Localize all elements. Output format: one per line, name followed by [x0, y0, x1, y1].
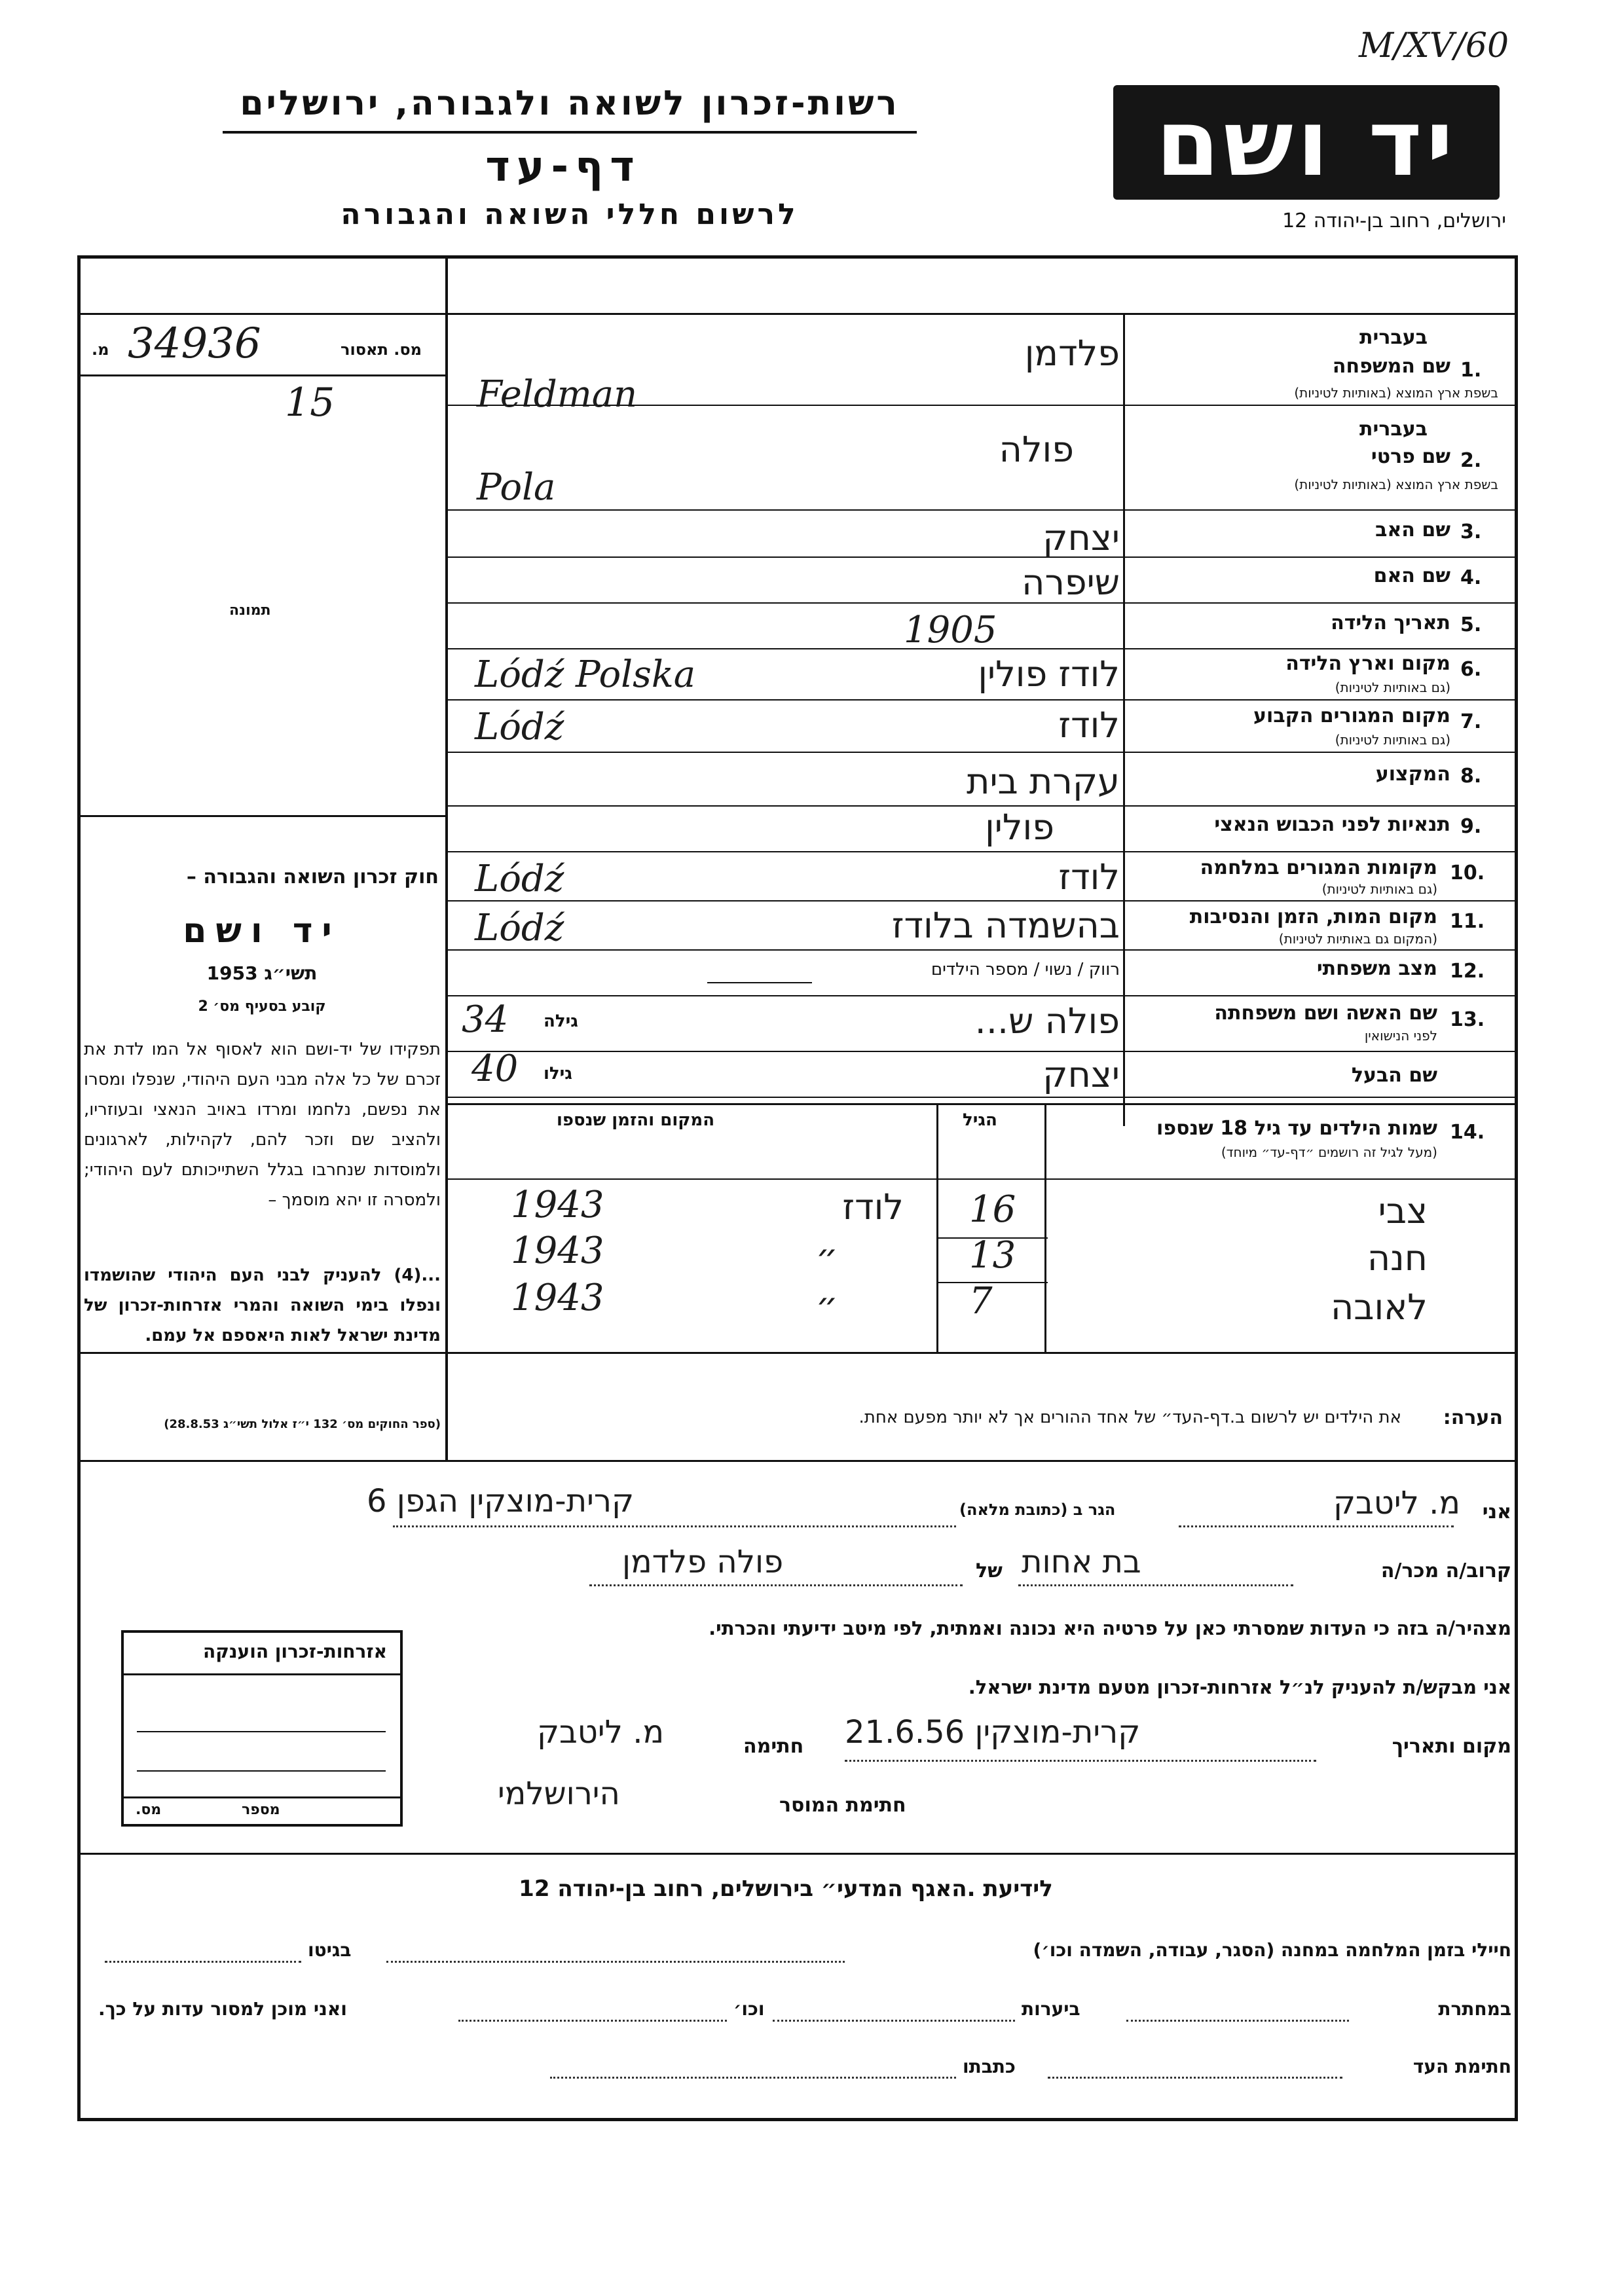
law-section: קובע בסעיף מס׳ 2	[198, 998, 326, 1015]
declaration-resides-value: קרית-מוצקין הגפן 6	[367, 1483, 635, 1520]
footer-heading: לידיעת .האגף המדעי״ בירושלים, רחוב בן-יהודה 12	[519, 1876, 1053, 1902]
field-4-value: שיפרה	[1022, 562, 1120, 603]
field-9-label: תנאיות לפני הכבוש הנאצי	[1214, 813, 1450, 836]
field-2-sub: בשפת ארץ המוצא (באותיות לטיניות)	[1294, 477, 1498, 492]
row-sep	[445, 995, 1518, 996]
field-9-number: 9.	[1460, 815, 1482, 838]
footer-line1-label: חיילי בזמן המלחמה במחנה (הסגר, עבודה, השמדה וכו׳)	[1033, 1939, 1511, 1961]
field-11-label: מקום המות, הזמן והנסיבות	[1189, 905, 1437, 928]
field-7-number: 7.	[1460, 710, 1482, 733]
address: ירושלים, רחוב בן-יהודה 12	[1282, 210, 1506, 232]
footer-line2-fill1	[1126, 2020, 1349, 2022]
row-sep	[445, 752, 1518, 753]
field-husband-age: 40	[471, 1048, 519, 1090]
file-number-value: 34936	[128, 319, 261, 368]
children-sub: (מעל לגיל זה רושמים ״דף-עד״ מיוחד)	[1221, 1144, 1437, 1160]
field-12-fill-line	[707, 982, 812, 983]
field-7-heb-value: לודז	[1058, 704, 1120, 746]
field-1-heb-value: פלדמן	[1024, 333, 1120, 374]
note-bottom-line	[77, 1460, 1518, 1462]
declaration-of-label: של	[976, 1559, 1003, 1582]
field-11-number: 11.	[1450, 910, 1485, 933]
children-col-age: הגיל	[963, 1110, 997, 1130]
child-name: לאובה	[1331, 1286, 1428, 1328]
field-10-sub: (גם באותיות לטיניות)	[1321, 881, 1437, 897]
photo-area	[82, 380, 442, 812]
child-place: לודז	[842, 1186, 904, 1228]
children-col-place: המקום והזמן שנספו	[557, 1110, 715, 1130]
declaration-relation-line	[1018, 1584, 1293, 1586]
footer-line3-fill2	[550, 2077, 956, 2079]
field-13-sub: לפני הנישואין	[1364, 1028, 1437, 1044]
child-year: 1943	[511, 1277, 604, 1319]
child-place: ״	[815, 1236, 838, 1277]
footer-line2-label: במחתרת	[1438, 1998, 1511, 2020]
declaration-resides-line	[393, 1525, 956, 1527]
row-sep	[445, 556, 1518, 558]
note-label: הערה:	[1443, 1406, 1503, 1429]
footer-line3-mid: כתבתו	[963, 2056, 1016, 2077]
children-col-age-left	[936, 1103, 938, 1352]
declaration-official-label: חתימת המוסר	[779, 1794, 906, 1817]
field-husband-label: שם הבעל	[1351, 1064, 1437, 1087]
form-subtitle: לרשום חללי השואה והגבורה	[341, 198, 799, 231]
footer-line2-end: ואני מוכן למסור עדות על כך.	[98, 1998, 347, 2020]
row-sep	[445, 949, 1518, 951]
field-13-age-label: גילה	[544, 1011, 578, 1031]
field-8-value: עקרת בית	[966, 761, 1120, 802]
logo	[1113, 85, 1500, 200]
field-5-number: 5.	[1460, 613, 1482, 636]
child-name: צבי	[1378, 1190, 1428, 1231]
declaration-signature-value: מ. ליטבק	[537, 1714, 665, 1751]
file-number-line	[77, 374, 445, 376]
row-sep	[445, 509, 1123, 511]
field-1-latin-value: Feldman	[477, 373, 638, 416]
law-year: תשי״ג 1953	[206, 962, 318, 984]
frame-inner-line	[77, 313, 1518, 315]
field-3-label: שם האב	[1375, 519, 1450, 541]
law-title: חוק זכרון השואה והגבורה –	[186, 866, 439, 888]
field-11-heb-value: בהשמדה בלודז	[891, 905, 1120, 946]
footer-line2-mid1: ביערות	[1022, 1998, 1080, 2020]
field-13-value: פולה ש...	[974, 1000, 1120, 1042]
label-column-divider	[1123, 314, 1125, 1126]
row-sep	[445, 602, 1518, 604]
stamp-box-number-line	[124, 1796, 400, 1798]
law-text: תפקידו של יד-ושם הוא לאסוף אל המו לדת את זכרם של כל אלה מבני העם היהודי, שנפלו ומסרו את נפשם, נלחמו ומרדו באויב הנאצי ובעוזריו, ולהציב שם וזכר להם, לקהילות, לארגונים ולמוסדות שנחרבו בגלל השתייכותם לעם היהודי; ולמסרה זו יהא מוסמך –	[84, 1040, 441, 1210]
field-13-age: 34	[462, 998, 509, 1041]
declaration-relation-value: בת אחות	[1022, 1544, 1141, 1580]
field-1-sub: בשפת ארץ המוצא (באותיות לטיניות)	[1294, 385, 1498, 401]
field-2-hint: בעברית	[1359, 418, 1428, 441]
stamp-box-number-label: מספר	[242, 1802, 280, 1818]
law-name: יד ושם	[183, 911, 341, 951]
form-title: דף-עד	[485, 143, 641, 191]
field-8-number: 8.	[1460, 765, 1482, 788]
logo-text: יד ושם	[1156, 90, 1457, 197]
field-12-number: 12.	[1450, 960, 1485, 983]
row-sep	[445, 1097, 1518, 1098]
side-column-divider	[445, 255, 448, 1460]
field-1-hint: בעברית	[1359, 326, 1428, 349]
field-10-number: 10.	[1450, 862, 1485, 884]
field-6-heb-value: לודז פולין	[978, 653, 1120, 695]
children-table-top	[445, 1103, 1518, 1105]
field-1-number: 1.	[1460, 359, 1482, 382]
declaration-resides-label: הגר ב (כתובת מלאה)	[959, 1501, 1116, 1519]
stamp-box-title: אזרחות-זכרון הוענקה	[203, 1641, 387, 1662]
field-9-value: פולין	[985, 807, 1054, 848]
field-13-label: שם האשה ושם משפחתה	[1214, 1002, 1437, 1025]
row-sep	[445, 1051, 1518, 1052]
child-year: 1943	[511, 1230, 604, 1272]
field-2-number: 2.	[1460, 449, 1482, 472]
field-6-label: מקום וארץ הלידה	[1285, 652, 1450, 675]
row-sep	[445, 851, 1518, 852]
field-5-label: תאריך הלידה	[1331, 611, 1450, 634]
children-number: 14.	[1450, 1121, 1485, 1144]
field-3-value: יצחק	[1043, 517, 1120, 558]
row-sep	[445, 699, 1518, 701]
field-7-sub: (גם באותיות לטיניות)	[1335, 732, 1450, 748]
field-10-latin-value: Lódź	[475, 858, 564, 900]
child-age: 16	[969, 1188, 1016, 1231]
row-sep	[1123, 509, 1518, 511]
field-5-value: 1905	[904, 609, 997, 651]
citizenship-stamp-box	[121, 1630, 403, 1827]
footer-line1-end: בגיטו	[308, 1939, 352, 1961]
field-2-label: שם פרטי	[1371, 445, 1450, 468]
footer-line1-end-fill	[105, 1961, 301, 1963]
photo-bottom-line	[77, 815, 445, 817]
children-header-bottom	[445, 1178, 1518, 1180]
children-table-bottom	[77, 1352, 1518, 1354]
children-label: שמות הילדים עד גיל 18 שנספו	[1156, 1117, 1437, 1140]
stamp-box-title-line	[124, 1673, 400, 1675]
stamp-box-fill-line	[137, 1770, 386, 1772]
declaration-i-label: אני	[1482, 1501, 1511, 1523]
declaration-place-date-value: קרית-מוצקין 21.6.56	[845, 1714, 1141, 1751]
field-8-label: המקצוע	[1375, 763, 1450, 786]
child-year: 1943	[511, 1184, 604, 1226]
footer-line3-fill1	[1048, 2077, 1342, 2079]
field-husband-value: יצחק	[1043, 1054, 1120, 1095]
declaration-statement: מצהיר/ה בזה כי העדות שמסרתי כאן על פרטיה היא נכונה ואמתית, לפי מיטב ידיעתי והכרתי.	[709, 1617, 1511, 1639]
declaration-official-value: הירושלמי	[498, 1776, 620, 1812]
law-text-clause: ...(4) להעניק לבני העם היהודי שהושמדו ונפלו בימי השואה והמרי אזרחות-זכרון של מדינת ישראל לאות היאספם אל עמם.	[84, 1266, 441, 1345]
field-1-label: שם המשפחה	[1332, 355, 1450, 378]
file-number-sub: 15	[285, 380, 335, 426]
footer-line2-fill2	[773, 2020, 1015, 2022]
footer-line2-fill3	[458, 2020, 727, 2022]
declaration-i-value: מ. ליטבק	[1333, 1485, 1460, 1522]
declaration-bottom-line	[77, 1853, 1518, 1855]
field-4-label: שם האם	[1373, 564, 1450, 587]
field-husband-age-label: גילו	[544, 1064, 572, 1084]
field-12-value: רווק / נשוי / מספר הילדים	[931, 960, 1120, 979]
authority-underline	[223, 131, 917, 134]
authority-title: רשות-זכרון לשואה ולגבורה, ירושלים	[240, 84, 900, 123]
field-7-label: מקום המגורים הקבוע	[1253, 704, 1450, 727]
corner-mark: M/XV/60	[1359, 26, 1509, 65]
field-7-latin-value: Lódź	[475, 706, 564, 748]
children-col-age-right	[1044, 1103, 1046, 1352]
declaration-signature-label: חתימה	[743, 1735, 804, 1758]
stamp-box-fill-line	[137, 1731, 386, 1732]
row-sep	[445, 900, 1518, 902]
field-6-latin-value: Lódź Polska	[475, 653, 696, 696]
field-2-latin-value: Pola	[477, 466, 556, 509]
child-place: ״	[815, 1285, 838, 1326]
child-age: 13	[969, 1234, 1016, 1277]
field-13-number: 13.	[1450, 1008, 1485, 1031]
child-age: 7	[969, 1280, 993, 1322]
field-6-number: 6.	[1460, 658, 1482, 681]
declaration-relation-label: קרוב/ה מכר/ה	[1380, 1559, 1511, 1582]
declaration-of-value: פולה פלדמן	[622, 1544, 784, 1580]
field-6-sub: (גם באותיות לטיניות)	[1335, 680, 1450, 695]
field-11-sub: (המקום גם באותיות לטיניות)	[1278, 931, 1437, 947]
field-3-number: 3.	[1460, 520, 1482, 543]
photo-label: תמונה	[229, 602, 271, 619]
field-10-heb-value: לודז	[1058, 856, 1120, 898]
footer-line3-label: חתימת העד	[1412, 2056, 1511, 2077]
file-number-label: מס. תאסור	[341, 340, 422, 359]
footer-line1-fill	[386, 1961, 845, 1963]
row-sep	[445, 805, 1518, 807]
child-name: חנה	[1367, 1237, 1428, 1279]
field-10-label: מקומות המגורים במלחמה	[1200, 856, 1437, 879]
note-text: את הילדים יש לרשום ב.דף-העד״ של אחד ההורים אך לא יותר מפעם אחת.	[858, 1408, 1401, 1427]
field-11-latin-value: Lódź	[475, 907, 564, 949]
footer-line2-mid2: וכו׳	[733, 1998, 765, 2020]
file-number-prefix: מ.	[92, 340, 109, 359]
declaration-place-date-line	[845, 1760, 1316, 1762]
field-12-label: מצב משפחתי	[1316, 957, 1437, 980]
law-reference: (ספר החוקים מס׳ 132 י״ז אלול תשי״ג 28.8.53)	[164, 1417, 441, 1431]
stamp-box-number-prefix: מס.	[136, 1802, 162, 1818]
field-4-number: 4.	[1460, 566, 1482, 589]
field-2-heb-value: פולה	[999, 429, 1074, 470]
declaration-i-line	[1179, 1525, 1454, 1527]
declaration-of-line	[589, 1584, 963, 1586]
declaration-request: אני מבקש/ת להעניק לנ״ל אזרחות-זכרון מטעם מדינת ישראל.	[968, 1676, 1511, 1698]
declaration-place-date-label: מקום ותאריך	[1392, 1735, 1511, 1758]
